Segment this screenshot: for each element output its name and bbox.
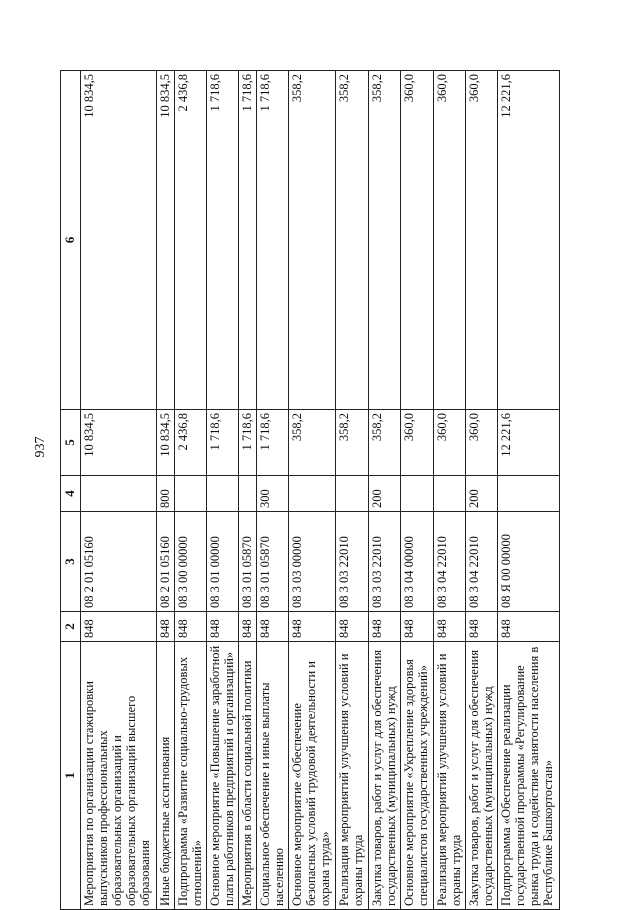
table-row bbox=[336, 71, 368, 910]
cell-gr: 848 bbox=[433, 612, 465, 642]
column-header-6: 6 bbox=[61, 71, 81, 410]
column-header-3: 3 bbox=[61, 512, 81, 612]
cell-amount-2: 12 221,6 bbox=[498, 71, 560, 410]
cell-amount-2: 1 718,6 bbox=[257, 71, 289, 410]
cell-gr: 848 bbox=[206, 612, 238, 642]
cell-gr: 848 bbox=[174, 612, 206, 642]
table-row bbox=[257, 71, 289, 910]
cell-csr: 08 3 04 00000 bbox=[401, 512, 433, 612]
cell-amount-2: 358,2 bbox=[289, 71, 336, 410]
cell-csr: 08 2 01 05160 bbox=[80, 512, 156, 612]
cell-gr: 848 bbox=[465, 612, 497, 642]
cell-vr bbox=[289, 476, 336, 512]
column-header-5: 5 bbox=[61, 410, 81, 476]
cell-vr bbox=[401, 476, 433, 512]
cell-csr: 08 Я 00 00000 bbox=[498, 512, 560, 612]
cell-csr: 08 3 01 05870 bbox=[257, 512, 289, 612]
cell-gr: 848 bbox=[401, 612, 433, 642]
table-row bbox=[239, 71, 257, 910]
cell-vr: 800 bbox=[156, 476, 174, 512]
cell-amount-1: 360,0 bbox=[433, 410, 465, 476]
cell-amount-1: 10 834,5 bbox=[156, 410, 174, 476]
column-header-1: 1 bbox=[61, 642, 81, 910]
table-row bbox=[433, 71, 465, 910]
cell-name: Основное мероприятие «Обеспечение безопасных условий трудовой деятельности и охрана труда» bbox=[289, 642, 336, 910]
cell-gr: 848 bbox=[257, 612, 289, 642]
header-row bbox=[61, 71, 81, 910]
cell-vr bbox=[174, 476, 206, 512]
cell-csr: 08 3 01 00000 bbox=[206, 512, 238, 612]
cell-name: Социальное обеспечение и иные выплаты населению bbox=[257, 642, 289, 910]
table-row bbox=[465, 71, 497, 910]
cell-name: Мероприятия по организации стажировки выпускников профессиональных образовательных организаций и образовательных организаций высшего образования bbox=[80, 642, 156, 910]
table-row bbox=[206, 71, 238, 910]
cell-gr: 848 bbox=[239, 612, 257, 642]
cell-amount-2: 2 436,8 bbox=[174, 71, 206, 410]
column-header-2: 2 bbox=[61, 612, 81, 642]
budget-table bbox=[60, 70, 560, 910]
cell-vr: 200 bbox=[368, 476, 400, 512]
table-row bbox=[368, 71, 400, 910]
table-body bbox=[80, 71, 559, 910]
cell-gr: 848 bbox=[156, 612, 174, 642]
cell-amount-1: 10 834,5 bbox=[80, 410, 156, 476]
cell-csr: 08 3 04 22010 bbox=[465, 512, 497, 612]
cell-vr bbox=[498, 476, 560, 512]
page-number: 937 bbox=[33, 436, 48, 458]
cell-amount-2: 360,0 bbox=[401, 71, 433, 410]
cell-amount-1: 358,2 bbox=[336, 410, 368, 476]
cell-name: Реализация мероприятий улучшения условий и охраны труда bbox=[433, 642, 465, 910]
cell-vr bbox=[206, 476, 238, 512]
cell-amount-1: 358,2 bbox=[368, 410, 400, 476]
cell-amount-1: 360,0 bbox=[465, 410, 497, 476]
cell-gr: 848 bbox=[80, 612, 156, 642]
cell-vr: 300 bbox=[257, 476, 289, 512]
column-header-4: 4 bbox=[61, 476, 81, 512]
cell-amount-2: 360,0 bbox=[465, 71, 497, 410]
cell-name: Мероприятия в области социальной политики bbox=[239, 642, 257, 910]
cell-csr: 08 2 01 05160 bbox=[156, 512, 174, 612]
cell-amount-1: 358,2 bbox=[289, 410, 336, 476]
cell-vr bbox=[80, 476, 156, 512]
cell-amount-2: 1 718,6 bbox=[239, 71, 257, 410]
cell-amount-2: 10 834,5 bbox=[80, 71, 156, 410]
table-container bbox=[60, 70, 640, 906]
cell-name: Иные бюджетные ассигнования bbox=[156, 642, 174, 910]
cell-csr: 08 3 03 00000 bbox=[289, 512, 336, 612]
cell-csr: 08 3 03 22010 bbox=[336, 512, 368, 612]
cell-name: Закупка товаров, работ и услуг для обеспечения государственных (муниципальных) нужд bbox=[465, 642, 497, 910]
table-row bbox=[498, 71, 560, 910]
table-row bbox=[289, 71, 336, 910]
cell-name: Подпрограмма «Обеспечение реализации государственной программы «Регулирование рынка труда и содействие занятости населения в Республике Башкортостан» bbox=[498, 642, 560, 910]
cell-name: Подпрограмма «Развитие социально-трудовых отношений» bbox=[174, 642, 206, 910]
cell-gr: 848 bbox=[336, 612, 368, 642]
cell-gr: 848 bbox=[498, 612, 560, 642]
cell-amount-2: 358,2 bbox=[368, 71, 400, 410]
cell-name: Реализация мероприятий улучшения условий и охраны труда bbox=[336, 642, 368, 910]
cell-amount-2: 1 718,6 bbox=[206, 71, 238, 410]
cell-amount-1: 1 718,6 bbox=[206, 410, 238, 476]
cell-csr: 08 3 01 05870 bbox=[239, 512, 257, 612]
cell-vr bbox=[239, 476, 257, 512]
cell-name: Основное мероприятие «Укрепление здоровья специалистов государственных учреждений» bbox=[401, 642, 433, 910]
cell-csr: 08 3 03 22010 bbox=[368, 512, 400, 612]
table-row bbox=[401, 71, 433, 910]
cell-amount-1: 2 436,8 bbox=[174, 410, 206, 476]
table-row bbox=[174, 71, 206, 910]
table-row bbox=[80, 71, 156, 910]
cell-vr bbox=[433, 476, 465, 512]
cell-amount-1: 1 718,6 bbox=[239, 410, 257, 476]
cell-amount-1: 1 718,6 bbox=[257, 410, 289, 476]
cell-vr: 200 bbox=[465, 476, 497, 512]
cell-amount-2: 360,0 bbox=[433, 71, 465, 410]
cell-gr: 848 bbox=[368, 612, 400, 642]
cell-amount-2: 358,2 bbox=[336, 71, 368, 410]
cell-csr: 08 3 04 22010 bbox=[433, 512, 465, 612]
cell-csr: 08 3 00 00000 bbox=[174, 512, 206, 612]
cell-amount-1: 12 221,6 bbox=[498, 410, 560, 476]
cell-vr bbox=[336, 476, 368, 512]
cell-name: Закупка товаров, работ и услуг для обеспечения государственных (муниципальных) нужд bbox=[368, 642, 400, 910]
table-row bbox=[156, 71, 174, 910]
cell-amount-1: 360,0 bbox=[401, 410, 433, 476]
cell-name: Основное мероприятие «Повышение заработной платы работников предприятий и организаций» bbox=[206, 642, 238, 910]
cell-amount-2: 10 834,5 bbox=[156, 71, 174, 410]
cell-gr: 848 bbox=[289, 612, 336, 642]
